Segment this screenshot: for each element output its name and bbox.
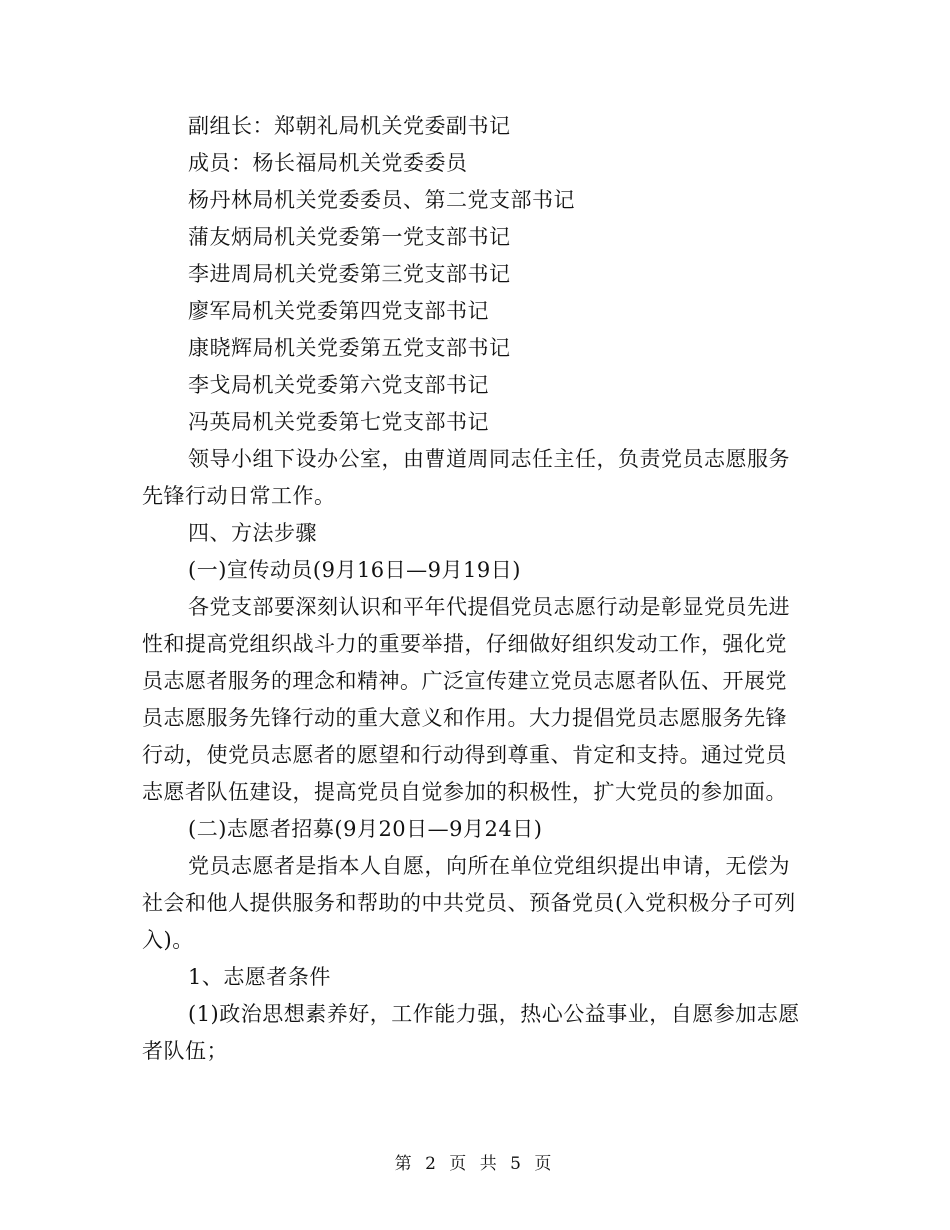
section-heading: 四、方法步骤	[188, 521, 317, 545]
text-line: 李戈局机关党委第六党支部书记	[188, 373, 489, 397]
paragraph-line: 各党支部要深刻认识和平年代提倡党员志愿行动是彰显党员先进	[188, 595, 790, 619]
subsection-heading: (一)宣传动员(9月16日—9月19日)	[188, 558, 521, 582]
text-line: 廖军局机关党委第四党支部书记	[188, 299, 489, 323]
text-line: 副组长：郑朝礼局机关党委副书记	[188, 114, 511, 138]
paragraph-line: 先锋行动日常工作。	[142, 484, 336, 508]
paragraph-line: 性和提高党组织战斗力的重要举措，仔细做好组织发动工作，强化党	[142, 632, 787, 656]
page-footer: 第 2 页 共 5 页	[394, 1154, 556, 1174]
paragraph-line: 员志愿服务先锋行动的重大意义和作用。大力提倡党员志愿服务先锋	[142, 706, 787, 730]
list-heading: 1、志愿者条件	[188, 965, 331, 989]
paragraph-line: 社会和他人提供服务和帮助的中共党员、预备党员(入党积极分子可列	[142, 891, 796, 915]
text-line: 康晓辉局机关党委第五党支部书记	[188, 336, 511, 360]
list-item: 者队伍；	[142, 1039, 228, 1063]
text-line: 蒲友炳局机关党委第一党支部书记	[188, 225, 511, 249]
paragraph-line: 入)。	[142, 928, 194, 952]
text-line: 成员：杨长福局机关党委委员	[188, 151, 468, 175]
paragraph-line: 党员志愿者是指本人自愿，向所在单位党组织提出申请，无偿为	[188, 854, 790, 878]
paragraph-line: 领导小组下设办公室，由曹道周同志任主任，负责党员志愿服务	[188, 447, 790, 471]
list-item: (1)政治思想素养好，工作能力强，热心公益事业，自愿参加志愿	[188, 1002, 800, 1026]
paragraph-line: 员志愿者服务的理念和精神。广泛宣传建立党员志愿者队伍、开展党	[142, 669, 787, 693]
subsection-heading: (二)志愿者招募(9月20日—9月24日)	[188, 817, 543, 841]
text-line: 冯英局机关党委第七党支部书记	[188, 410, 489, 434]
text-line: 杨丹林局机关党委委员、第二党支部书记	[188, 188, 575, 212]
paragraph-line: 志愿者队伍建设，提高党员自觉参加的积极性，扩大党员的参加面。	[142, 780, 787, 804]
paragraph-line: 行动，使党员志愿者的愿望和行动得到尊重、肯定和支持。通过党员	[142, 743, 787, 767]
text-line: 李进周局机关党委第三党支部书记	[188, 262, 511, 286]
